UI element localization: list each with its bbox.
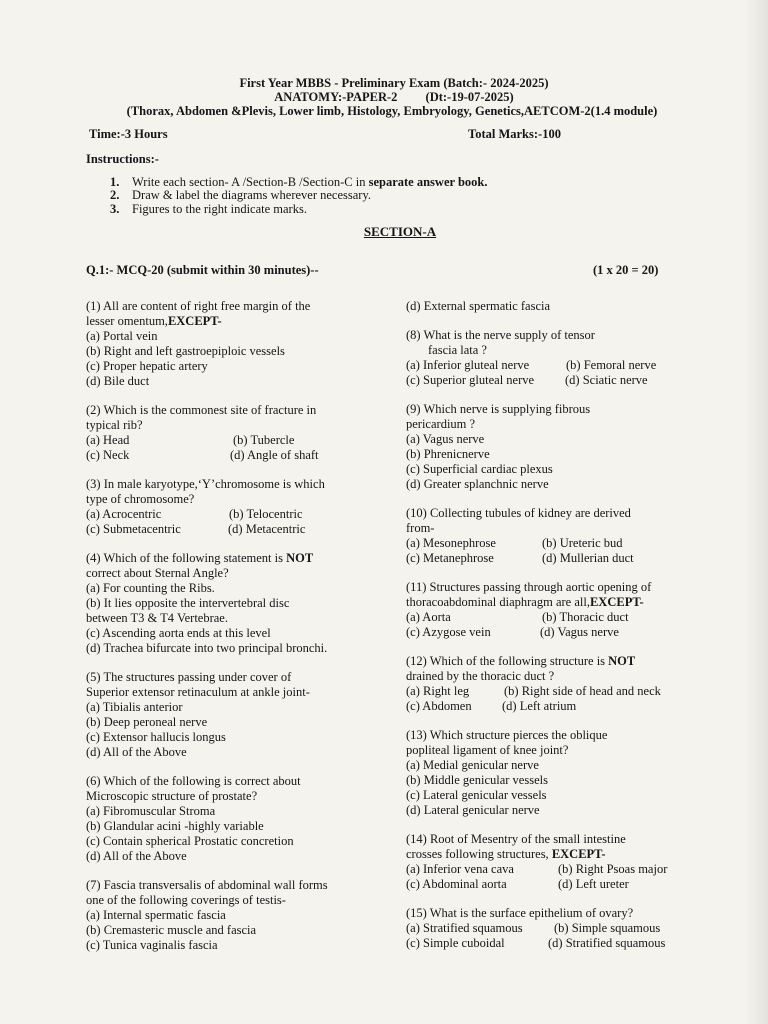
mcq-option: (a) Right leg xyxy=(406,684,470,698)
mcq-option: (d) Left ureter xyxy=(558,877,629,891)
mcq-option-row xyxy=(406,610,706,625)
mcq-option: (d) Lateral genicular nerve xyxy=(406,803,540,817)
mcq-10 xyxy=(406,506,706,566)
mcq-option: (c) Lateral genicular vessels xyxy=(406,788,547,802)
mcq-option: (c) Abdominal aorta xyxy=(406,877,507,891)
mcq-option-row xyxy=(86,433,386,448)
mcq-option: (c) Abdomen xyxy=(406,699,472,713)
mcq-stem: (10) Collecting tubules of kidney are derived xyxy=(406,506,631,520)
mcq-stem xyxy=(86,314,386,329)
mcq-option: (c) Contain spherical Prostatic concretion xyxy=(86,834,294,848)
mcq-option: (c) Metanephrose xyxy=(406,551,494,565)
mcq-option: (d) External spermatic fascia xyxy=(406,299,551,313)
paper-title xyxy=(10,90,768,104)
mcq-option: (b) Ureteric bud xyxy=(542,536,623,550)
mcq-option: (a) Vagus nerve xyxy=(406,432,485,446)
mcq-option: (d) Left atrium xyxy=(502,699,577,713)
mcq-option-row xyxy=(406,373,706,388)
mcq-emphasis: NOT xyxy=(286,551,314,565)
mcq-option: (d) All of the Above xyxy=(86,849,187,863)
mcq-stem-text: crosses following structures, xyxy=(406,847,552,861)
mcq-option: (a) Inferior gluteal nerve xyxy=(406,358,530,372)
paper-name: ANATOMY:-PAPER-2 xyxy=(274,90,398,104)
mcq-11 xyxy=(406,580,706,640)
mcq-stem: (2) Which is the commonest site of fracture in xyxy=(86,403,317,417)
mcq-option-row xyxy=(86,448,386,463)
mcq-option: (b) Cremasteric muscle and fascia xyxy=(86,923,257,937)
mcq-stem: drained by the thoracic duct ? xyxy=(406,669,555,683)
mcq-option-row xyxy=(406,936,706,951)
mcq-option: (a) Mesonephrose xyxy=(406,536,496,550)
mcq-option-row xyxy=(406,684,706,699)
mcq-option-row xyxy=(406,699,706,714)
instruction-item xyxy=(110,188,371,203)
mcq-option-row xyxy=(406,536,706,551)
mcq-option: (c) Submetacentric xyxy=(86,522,181,536)
mcq-stem: (15) What is the surface epithelium of ovary? xyxy=(406,906,634,920)
mcq-stem: popliteal ligament of knee joint? xyxy=(406,743,569,757)
mcq-option: (c) Superior gluteal nerve xyxy=(406,373,535,387)
instructions-heading: Instructions:- xyxy=(86,152,159,166)
mcq-3 xyxy=(86,477,386,537)
left-column xyxy=(86,299,386,967)
mcq-option: (a) Tibialis anterior xyxy=(86,700,183,714)
mcq-7-continued xyxy=(406,299,706,314)
mcq-stem: Superior extensor retinaculum at ankle joint- xyxy=(86,685,310,699)
mcq-option-row xyxy=(406,625,706,640)
mcq-option-row xyxy=(406,551,706,566)
mcq-5 xyxy=(86,670,386,760)
mcq-option: (a) Stratified squamous xyxy=(406,921,523,935)
mcq-stem: pericardium ? xyxy=(406,417,476,431)
mcq-12 xyxy=(406,654,706,714)
mcq-stem-text: thoracoabdominal diaphragm are all, xyxy=(406,595,590,609)
mcq-option-row xyxy=(406,358,706,373)
mcq-option: (c) Extensor hallucis longus xyxy=(86,730,226,744)
mcq-option: (d) Sciatic nerve xyxy=(565,373,648,387)
mcq-stem-text: (4) Which of the following statement is xyxy=(86,551,287,565)
mcq-stem: one of the following coverings of testis- xyxy=(86,893,286,907)
mcq-option: (b) Thoracic duct xyxy=(542,610,629,624)
mcq-stem: (8) What is the nerve supply of tensor xyxy=(406,328,595,342)
mcq-stem: (3) In male karyotype,‘Y’chromosome is which xyxy=(86,477,325,491)
mcq-option: (c) Azygose vein xyxy=(406,625,491,639)
mcq-stem: type of chromosome? xyxy=(86,492,195,506)
mcq-stem-text: lesser omentum, xyxy=(86,314,168,328)
mcq-option: (b) Right side of head and neck xyxy=(504,684,661,698)
mcq-option: (c) Simple cuboidal xyxy=(406,936,505,950)
mcq-stem: fascia lata ? xyxy=(428,343,487,357)
mcq-stem: Microscopic structure of prostate? xyxy=(86,789,258,803)
right-column xyxy=(406,299,706,965)
mcq-option: (d) Stratified squamous xyxy=(548,936,666,950)
mcq-stem: (14) Root of Mesentry of the small intestine xyxy=(406,832,626,846)
mcq-option: (a) Aorta xyxy=(406,610,451,624)
page-edge-shadow xyxy=(746,0,768,1024)
instruction-number: 3. xyxy=(110,202,120,216)
mcq-2 xyxy=(86,403,386,463)
mcq-stem: (11) Structures passing through aortic opening of xyxy=(406,580,652,594)
section-heading: SECTION-A xyxy=(363,224,437,239)
mcq-option: (b) Right Psoas major xyxy=(558,862,668,876)
mcq-option: (a) Inferior vena cava xyxy=(406,862,514,876)
mcq-option: (a) Head xyxy=(86,433,130,447)
question-1-marks: (1 x 20 = 20) xyxy=(593,263,659,277)
mcq-stem xyxy=(406,847,706,862)
mcq-option: (d) Vagus nerve xyxy=(540,625,619,639)
mcq-stem: (7) Fascia transversalis of abdominal wall forms xyxy=(86,878,328,892)
mcq-emphasis: EXCEPT- xyxy=(589,595,644,609)
mcq-option: (a) For counting the Ribs. xyxy=(86,581,215,595)
exam-date: (Dt:-19-07-2025) xyxy=(425,90,514,104)
instruction-emphasis: separate answer book. xyxy=(368,175,488,189)
mcq-option: (a) Portal vein xyxy=(86,329,158,343)
exam-time: Time:-3 Hours xyxy=(89,127,168,141)
mcq-stem: (9) Which nerve is supplying fibrous xyxy=(406,402,591,416)
mcq-stem: correct about Sternal Angle? xyxy=(86,566,229,580)
mcq-option: (d) Trachea bifurcate into two principal bronchi. xyxy=(86,641,328,655)
mcq-option: (b) Telocentric xyxy=(229,507,303,521)
mcq-option: (b) Deep peroneal nerve xyxy=(86,715,208,729)
instruction-text: Draw & label the diagrams wherever necessary. xyxy=(132,188,372,202)
mcq-option: (c) Ascending aorta ends at this level xyxy=(86,626,271,640)
mcq-14 xyxy=(406,832,706,892)
mcq-option: (d) All of the Above xyxy=(86,745,187,759)
mcq-9 xyxy=(406,402,706,492)
mcq-option-row xyxy=(86,522,386,537)
mcq-option: (a) Fibromuscular Stroma xyxy=(86,804,216,818)
mcq-option: (c) Proper hepatic artery xyxy=(86,359,208,373)
mcq-7 xyxy=(86,878,386,953)
mcq-option-row xyxy=(86,507,386,522)
exam-title: First Year MBBS - Preliminary Exam (Batch:- 2024-2025) xyxy=(239,76,549,90)
instruction-item xyxy=(110,202,307,217)
mcq-option: (c) Tunica vaginalis fascia xyxy=(86,938,218,952)
mcq-option: (a) Internal spermatic fascia xyxy=(86,908,226,922)
mcq-option: (b) Right and left gastroepiploic vessels xyxy=(86,344,285,358)
mcq-stem xyxy=(86,551,386,566)
mcq-option: (d) Bile duct xyxy=(86,374,150,388)
mcq-option: (c) Superficial cardiac plexus xyxy=(406,462,553,476)
mcq-1 xyxy=(86,299,386,389)
mcq-emphasis: NOT xyxy=(608,654,636,668)
mcq-stem: (6) Which of the following is correct about xyxy=(86,774,301,788)
mcq-stem xyxy=(406,654,706,669)
mcq-option: (b) Tubercle xyxy=(233,433,295,447)
mcq-6 xyxy=(86,774,386,864)
mcq-stem: (13) Which structure pierces the oblique xyxy=(406,728,608,742)
mcq-option: (a) Medial genicular nerve xyxy=(406,758,539,772)
instruction-text: Figures to the right indicate marks. xyxy=(132,202,307,216)
mcq-option: (b) Glandular acini -highly variable xyxy=(86,819,264,833)
instruction-number: 1. xyxy=(110,175,120,189)
question-1-title: Q.1:- MCQ-20 (submit within 30 minutes)-- xyxy=(86,263,319,277)
mcq-option: (b) Femoral nerve xyxy=(566,358,657,372)
mcq-option: (c) Neck xyxy=(86,448,130,462)
mcq-stem: typical rib? xyxy=(86,418,143,432)
mcq-4 xyxy=(86,551,386,656)
mcq-13 xyxy=(406,728,706,818)
syllabus-line: (Thorax, Abdomen &Plevis, Lower limb, Histology, Embryology, Genetics,AETCOM-2(1.4 module) xyxy=(126,104,658,118)
mcq-option: (b) It lies opposite the intervertebral disc xyxy=(86,596,290,610)
mcq-option: (a) Acrocentric xyxy=(86,507,162,521)
mcq-15 xyxy=(406,906,706,951)
mcq-emphasis: EXCEPT- xyxy=(167,314,222,328)
mcq-stem: from- xyxy=(406,521,435,535)
mcq-option: (d) Mullerian duct xyxy=(542,551,634,565)
mcq-option: (b) Phrenicnerve xyxy=(406,447,490,461)
mcq-option-row xyxy=(406,862,706,877)
mcq-stem-text: (12) Which of the following structure is xyxy=(406,654,609,668)
mcq-option: (d) Greater splanchnic nerve xyxy=(406,477,549,491)
instruction-number: 2. xyxy=(110,188,120,202)
mcq-stem: (5) The structures passing under cover of xyxy=(86,670,292,684)
mcq-option: (d) Angle of shaft xyxy=(230,448,319,462)
mcq-option: (b) Middle genicular vessels xyxy=(406,773,548,787)
mcq-stem: (1) All are content of right free margin of the xyxy=(86,299,311,313)
mcq-8 xyxy=(406,328,706,388)
total-marks: Total Marks:-100 xyxy=(468,127,561,141)
mcq-stem xyxy=(406,595,706,610)
instruction-text: Write each section- A /Section-B /Section-C in xyxy=(132,175,369,189)
mcq-emphasis: EXCEPT- xyxy=(551,847,606,861)
mcq-option-row xyxy=(406,921,706,936)
mcq-option: (d) Metacentric xyxy=(228,522,306,536)
mcq-option-row xyxy=(406,877,706,892)
mcq-option: between T3 & T4 Vertebrae. xyxy=(86,611,228,625)
mcq-option: (b) Simple squamous xyxy=(554,921,661,935)
